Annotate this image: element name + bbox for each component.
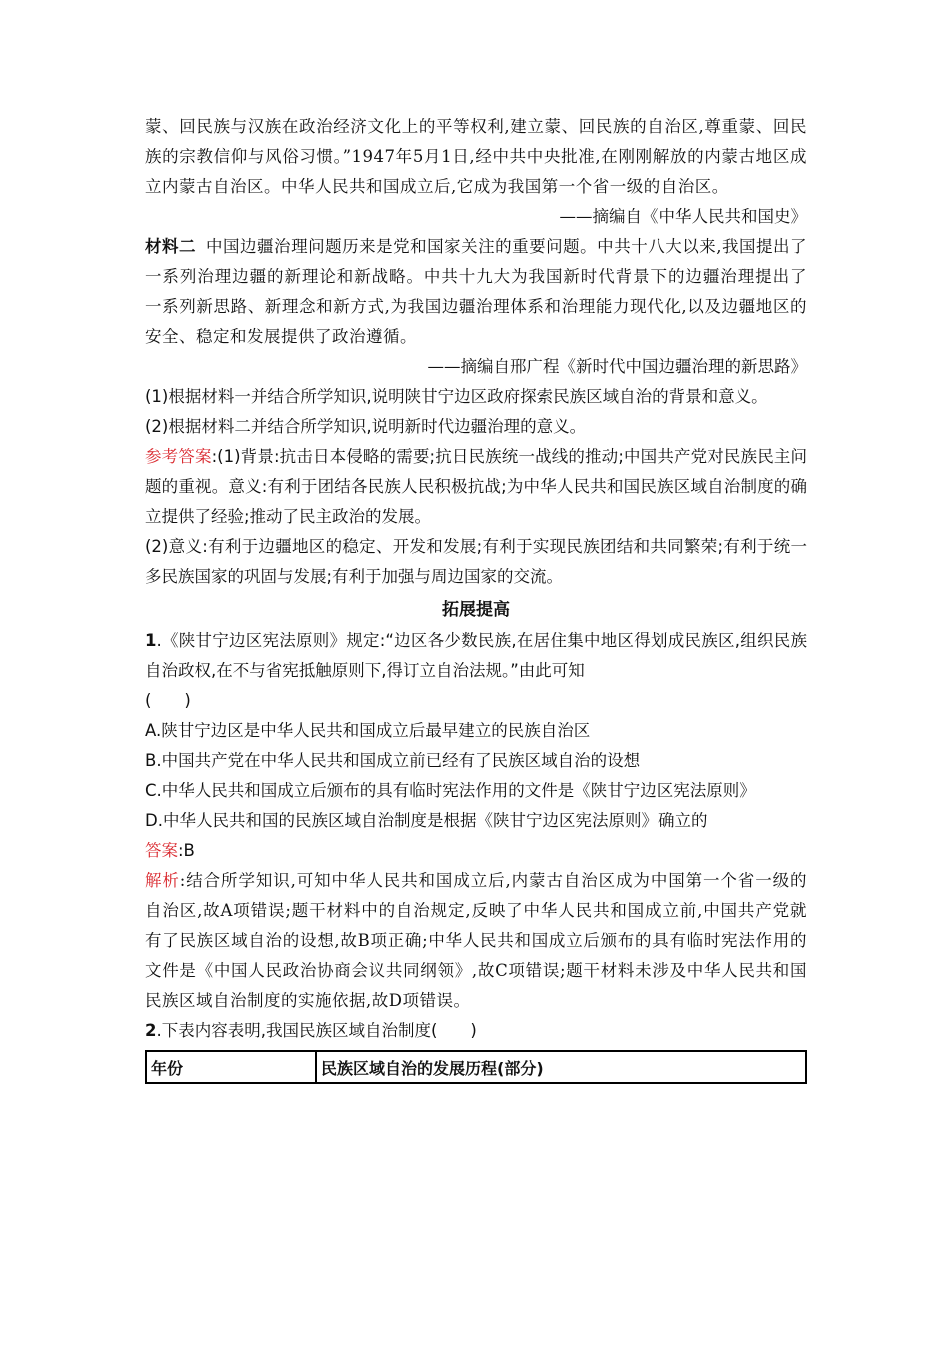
- q1-analysis-label: 解析: [145, 871, 180, 890]
- answer-label: 参考答案: [145, 447, 212, 466]
- material1-tail: 蒙、回民族与汉族在政治经济文化上的平等权利,建立蒙、回民族的自治区,尊重蒙、回民族的宗教信仰与风俗习惯。”1947年5月1日,经中共中央批准,在刚刚解放的内蒙古地区成立内蒙古自治区。中华人民共和国成立后,它成为我国第一个省一级的自治区。: [145, 117, 807, 196]
- q1-analysis: [145, 866, 807, 1016]
- q2-stem-text: .下表内容表明,我国民族区域自治制度( ): [156, 1021, 477, 1040]
- q1-answer: [145, 836, 807, 866]
- q1-analysis-text: :结合所学知识,可知中华人民共和国成立后,内蒙古自治区成为中国第一个省一级的自治区,故A项错误;题干材料中的自治规定,反映了中华人民共和国成立前,中国共产党就有了民族区域自治的设想,故B项正确;中华人民共和国成立后颁布的具有临时宪法作用的文件是《中国人民政治协商会议共同纲领》,故C项错误;题干材料未涉及中华人民共和国民族区域自治制度的实施依据,故D项错误。: [145, 871, 807, 1010]
- q2-stem: [145, 1016, 807, 1046]
- material1-source: ——摘编自《中华人民共和国史》: [559, 207, 807, 226]
- material2: [145, 232, 807, 352]
- table-header-year: 年份: [146, 1051, 316, 1083]
- material2-source: ——摘编自邢广程《新时代中国边疆治理的新思路》: [427, 357, 807, 376]
- answer-2: (2)意义:有利于边疆地区的稳定、开发和发展;有利于实现民族团结和共同繁荣;有利于统一多民族国家的巩固与发展;有利于加强与周边国家的交流。: [145, 537, 807, 586]
- q1-option-b: B.中国共产党在中华人民共和国成立前已经有了民族区域自治的设想: [145, 751, 641, 770]
- q1-answer-label: 答案: [145, 841, 178, 860]
- q1-stem: [145, 626, 807, 686]
- table-header-history: 民族区域自治的发展历程(部分): [316, 1051, 806, 1083]
- question-2: (2)根据材料二并结合所学知识,说明新时代边疆治理的意义。: [145, 417, 587, 436]
- table-header-row: [146, 1051, 806, 1083]
- q1-answer-text: :B: [178, 841, 195, 860]
- answer-1: [145, 442, 807, 532]
- q1-option-a: A.陕甘宁边区是中华人民共和国成立后最早建立的民族自治区: [145, 721, 591, 740]
- answer-1-text: :(1)背景:抗击日本侵略的需要;抗日民族统一战线的推动;中国共产党对民族民主问题的重视。意义:有利于团结各民族人民积极抗战;为中华人民共和国民族区域自治制度的确立提供了经验;推动了民主政治的发展。: [145, 447, 808, 526]
- q1-option-c: C.中华人民共和国成立后颁布的具有临时宪法作用的文件是《陕甘宁边区宪法原则》: [145, 781, 756, 800]
- q1-paren: ( ): [145, 691, 191, 710]
- history-table: [145, 1050, 807, 1084]
- material2-label: 材料二: [145, 237, 197, 256]
- q2-number: 2: [145, 1021, 157, 1040]
- q1-number: 1: [145, 631, 157, 650]
- section-title: 拓展提高: [442, 600, 510, 620]
- question-1: (1)根据材料一并结合所学知识,说明陕甘宁边区政府探索民族区域自治的背景和意义。: [145, 387, 768, 406]
- q1-stem-text: .《陕甘宁边区宪法原则》规定:“边区各少数民族,在居住集中地区得划成民族区,组织民族自治政权,在不与省宪抵触原则下,得订立自治法规。”由此可知: [145, 631, 807, 680]
- q1-option-d: D.中华人民共和国的民族区域自治制度是根据《陕甘宁边区宪法原则》确立的: [145, 811, 708, 830]
- page-content: [145, 112, 807, 1084]
- material2-text: 中国边疆治理问题历来是党和国家关注的重要问题。中共十八大以来,我国提出了一系列治理边疆的新理论和新战略。中共十九大为我国新时代背景下的边疆治理提出了一系列新思路、新理念和新方式,为我国边疆治理体系和治理能力现代化,以及边疆地区的安全、稳定和发展提供了政治遵循。: [145, 237, 808, 346]
